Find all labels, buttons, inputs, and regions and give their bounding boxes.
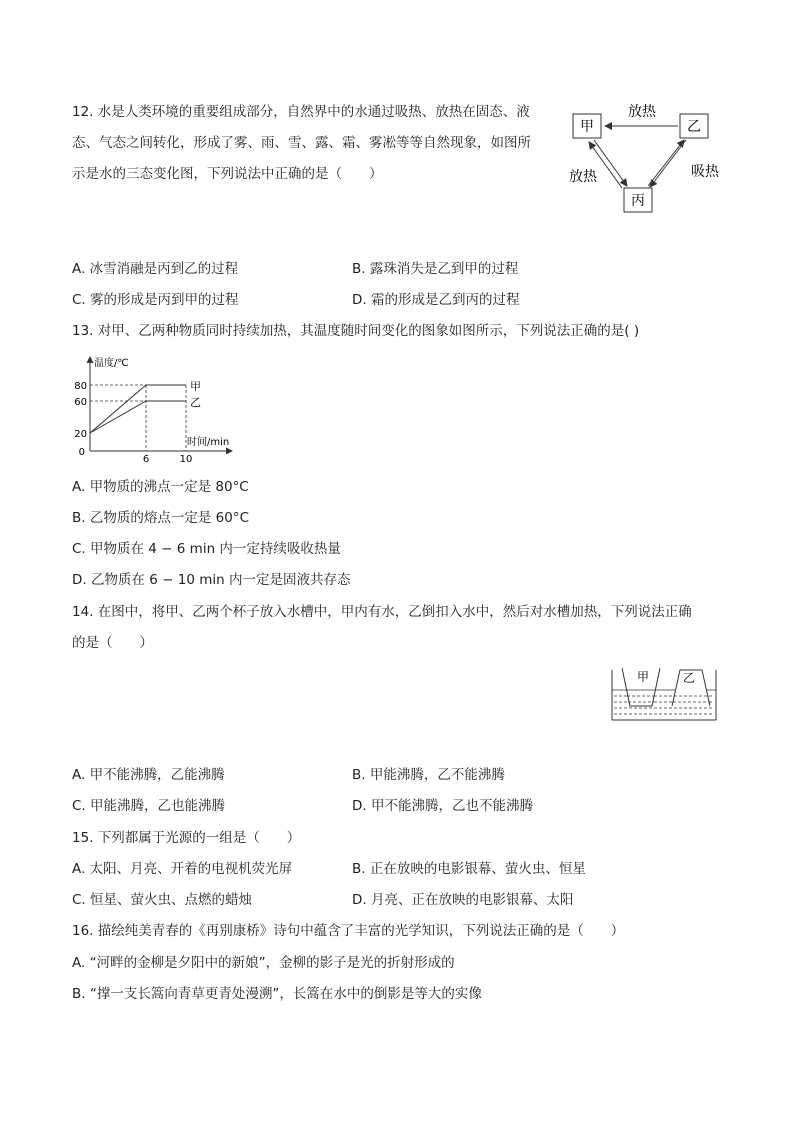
curve-jia-label: 甲 [190,380,201,393]
q13-option-c: C. 甲物质在 4 − 6 min 内一定持续吸收热量 [72,541,341,557]
water-tank-cups-figure [608,664,722,726]
q14-stem-line1: 14. 在图中，将甲、乙两个杯子放入水槽中，甲内有水，乙倒扣入水中，然后对水槽加热，下列说法正确 [72,604,692,620]
q15-stem: 15. 下列都属于光源的一组是（ ） [72,830,301,846]
q12-stem-line2: 态、气态之间转化，形成了雾、雨、雪、露、霜、雾凇等等自然现象，如图所 [72,135,531,151]
q16-option-b: B. “撑一支长篙向青草更青处漫溯”，长篙在水中的倒影是等大的实像 [72,986,482,1002]
water-states-diagram [560,98,730,216]
q16-stem: 16. 描绘纯美青春的《再别康桥》诗句中蕴含了丰富的光学知识，下列说法正确的是（ ） [72,923,625,939]
arrow-yi-to-bing [650,140,686,187]
label-absorb-heat-right: 吸热 [691,164,719,180]
origin-label: 0 [78,447,85,458]
y-tick-20: 20 [74,429,87,440]
q15-option-d: D. 月亮、正在放映的电影银幕、太阳 [352,892,574,908]
x-axis-label: 时间/min [187,437,230,448]
cup-jia-label: 甲 [636,670,650,684]
x-tick-10: 10 [179,454,193,464]
temperature-time-graph [72,352,242,464]
q12-stem-line3: 示是水的三态变化图，下列说法中正确的是（ ） [72,166,383,182]
curve-yi [90,401,186,433]
q14-option-a: A. 甲不能沸腾，乙能沸腾 [72,767,225,783]
q13-stem: 13. 对甲、乙两种物质同时持续加热，其温度随时间变化的图象如图所示，下列说法正确的是( ) [72,323,640,339]
label-release-heat-top: 放热 [628,104,656,120]
label-release-heat-left: 放热 [569,169,597,185]
q14-option-d: D. 甲不能沸腾，乙也不能沸腾 [352,798,533,814]
q12-option-b: B. 露珠消失是乙到甲的过程 [352,261,519,277]
q13-option-b: B. 乙物质的熔点一定是 60°C [72,510,249,526]
q15-option-a: A. 太阳、月亮、开着的电视机荧光屏 [72,861,293,877]
box-bing-label: 丙 [631,193,645,209]
box-jia-label: 甲 [580,119,594,135]
box-yi-label: 乙 [687,119,701,135]
curve-yi-label: 乙 [190,396,201,409]
q12-option-c: C. 雾的形成是丙到甲的过程 [72,292,239,308]
y-axis-label: 温度/℃ [94,358,129,369]
q14-stem-line2: 的是（ ） [72,635,153,651]
y-tick-60: 60 [74,397,87,408]
arrow-jia-to-bing [594,140,627,186]
q15-option-b: B. 正在放映的电影银幕、萤火虫、恒星 [352,861,586,877]
q12-option-a: A. 冰雪消融是丙到乙的过程 [72,261,239,277]
cup-yi-label: 乙 [682,671,696,685]
q14-option-c: C. 甲能沸腾，乙也能沸腾 [72,798,226,814]
q15-option-c: C. 恒星、萤火虫、点燃的蜡烛 [72,892,253,908]
q12-stem-line1: 12. 水是人类环境的重要组成部分，自然界中的水通过吸热、放热在固态、液 [72,104,530,120]
q13-option-a: A. 甲物质的沸点一定是 80°C [72,479,249,495]
q13-option-d: D. 乙物质在 6 − 10 min 内一定是固液共存态 [72,572,351,588]
q16-option-a: A. “河畔的金柳是夕阳中的新娘”，金柳的影子是光的折射形成的 [72,955,455,971]
y-tick-80: 80 [74,381,87,392]
x-tick-6: 6 [142,454,150,464]
curve-jia [90,385,186,433]
arrow-bing-to-yi [648,140,684,186]
q14-option-b: B. 甲能沸腾，乙不能沸腾 [352,767,505,783]
q12-option-d: D. 霜的形成是乙到丙的过程 [352,292,520,308]
